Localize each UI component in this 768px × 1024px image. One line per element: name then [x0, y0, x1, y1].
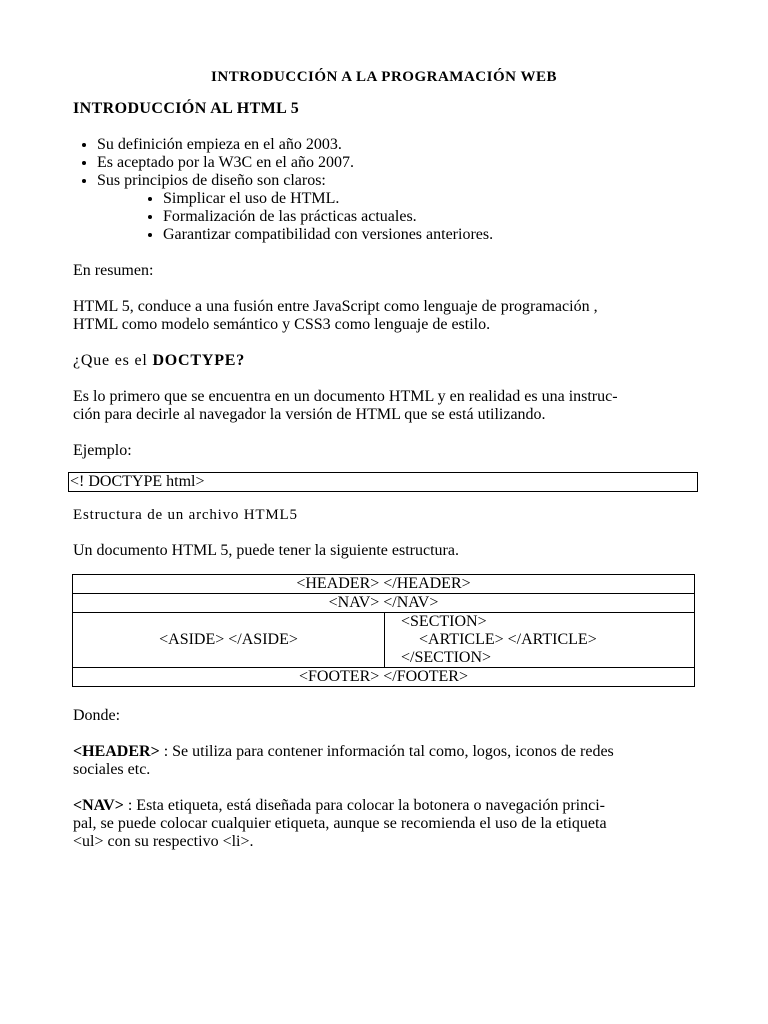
ejemplo-label: Ejemplo:	[73, 442, 132, 459]
donde-label: Donde:	[73, 707, 121, 724]
section-close-text: </SECTION>	[401, 649, 492, 666]
header-description-line	[73, 743, 695, 761]
footer-cell: <FOOTER> </FOOTER>	[73, 668, 695, 687]
resumen-text-line: HTML como modelo semántico y CSS3 como lenguaje de estilo.	[73, 316, 491, 333]
estructura-text: Un documento HTML 5, puede tener la siguiente estructura.	[73, 542, 459, 559]
aside-cell: <ASIDE> </ASIDE>	[73, 613, 385, 668]
doctype-text-line: ción para decirle al navegador la versión de HTML que se está utilizando.	[73, 406, 546, 423]
list-item-text: Sus principios de diseño son claros:	[97, 172, 326, 189]
list-item: • Formalización de las prácticas actuales.	[163, 208, 695, 226]
article-text: <ARTICLE> </ARTICLE>	[419, 631, 597, 648]
resumen-label: En resumen:	[73, 262, 154, 279]
html5-structure-table	[72, 574, 695, 687]
nav-description-line	[73, 797, 695, 815]
document-page	[70, 68, 695, 851]
doctype-question-bold: DOCTYPE?	[152, 352, 246, 369]
doctype-question	[73, 352, 695, 370]
estructura-heading: Estructura de un archivo HTML5	[73, 507, 298, 523]
header-desc-text: : Se utiliza para contener información tal como, logos, iconos de redes	[159, 743, 614, 760]
list-item: • Simplicar el uso de HTML.	[163, 190, 695, 208]
document-title: INTRODUCCIÓN A LA PROGRAMACIÓN WEB	[211, 69, 557, 85]
doctype-text-line: Es lo primero que se encuentra en un documento HTML y en realidad es una instruc-	[73, 388, 618, 405]
doctype-question-prefix: ¿Que es el	[73, 352, 153, 369]
list-item: • Garantizar compatibilidad con versiones anteriores.	[163, 226, 695, 244]
section-heading-html5: INTRODUCCIÓN AL HTML 5	[73, 100, 300, 117]
header-cell: <HEADER> </HEADER>	[73, 575, 695, 594]
list-item	[97, 172, 695, 244]
header-description-line: sociales etc.	[73, 761, 151, 778]
nav-description-line: <ul> con su respectivo <li>.	[73, 833, 254, 850]
intro-bullet-list	[73, 136, 695, 244]
doctype-example-box: <! DOCTYPE html>	[68, 472, 698, 492]
resumen-text-line: HTML 5, conduce a una fusión entre JavaScript como lenguaje de programación ,	[73, 298, 598, 315]
section-cell	[385, 613, 695, 668]
nav-tag: <NAV>	[73, 797, 124, 814]
principles-sub-list	[97, 190, 695, 244]
header-tag: <HEADER>	[73, 743, 160, 760]
section-open-text: <SECTION>	[401, 613, 487, 630]
nav-cell: <NAV> </NAV>	[73, 594, 695, 613]
nav-desc-text: : Esta etiqueta, está diseñada para colocar la botonera o navegación princi-	[123, 797, 605, 814]
list-item: • Su definición empieza en el año 2003.	[97, 136, 695, 154]
list-item: • Es aceptado por la W3C en el año 2007.	[97, 154, 695, 172]
nav-description-line: pal, se puede colocar cualquier etiqueta, aunque se recomienda el uso de la etiqueta	[73, 815, 607, 832]
